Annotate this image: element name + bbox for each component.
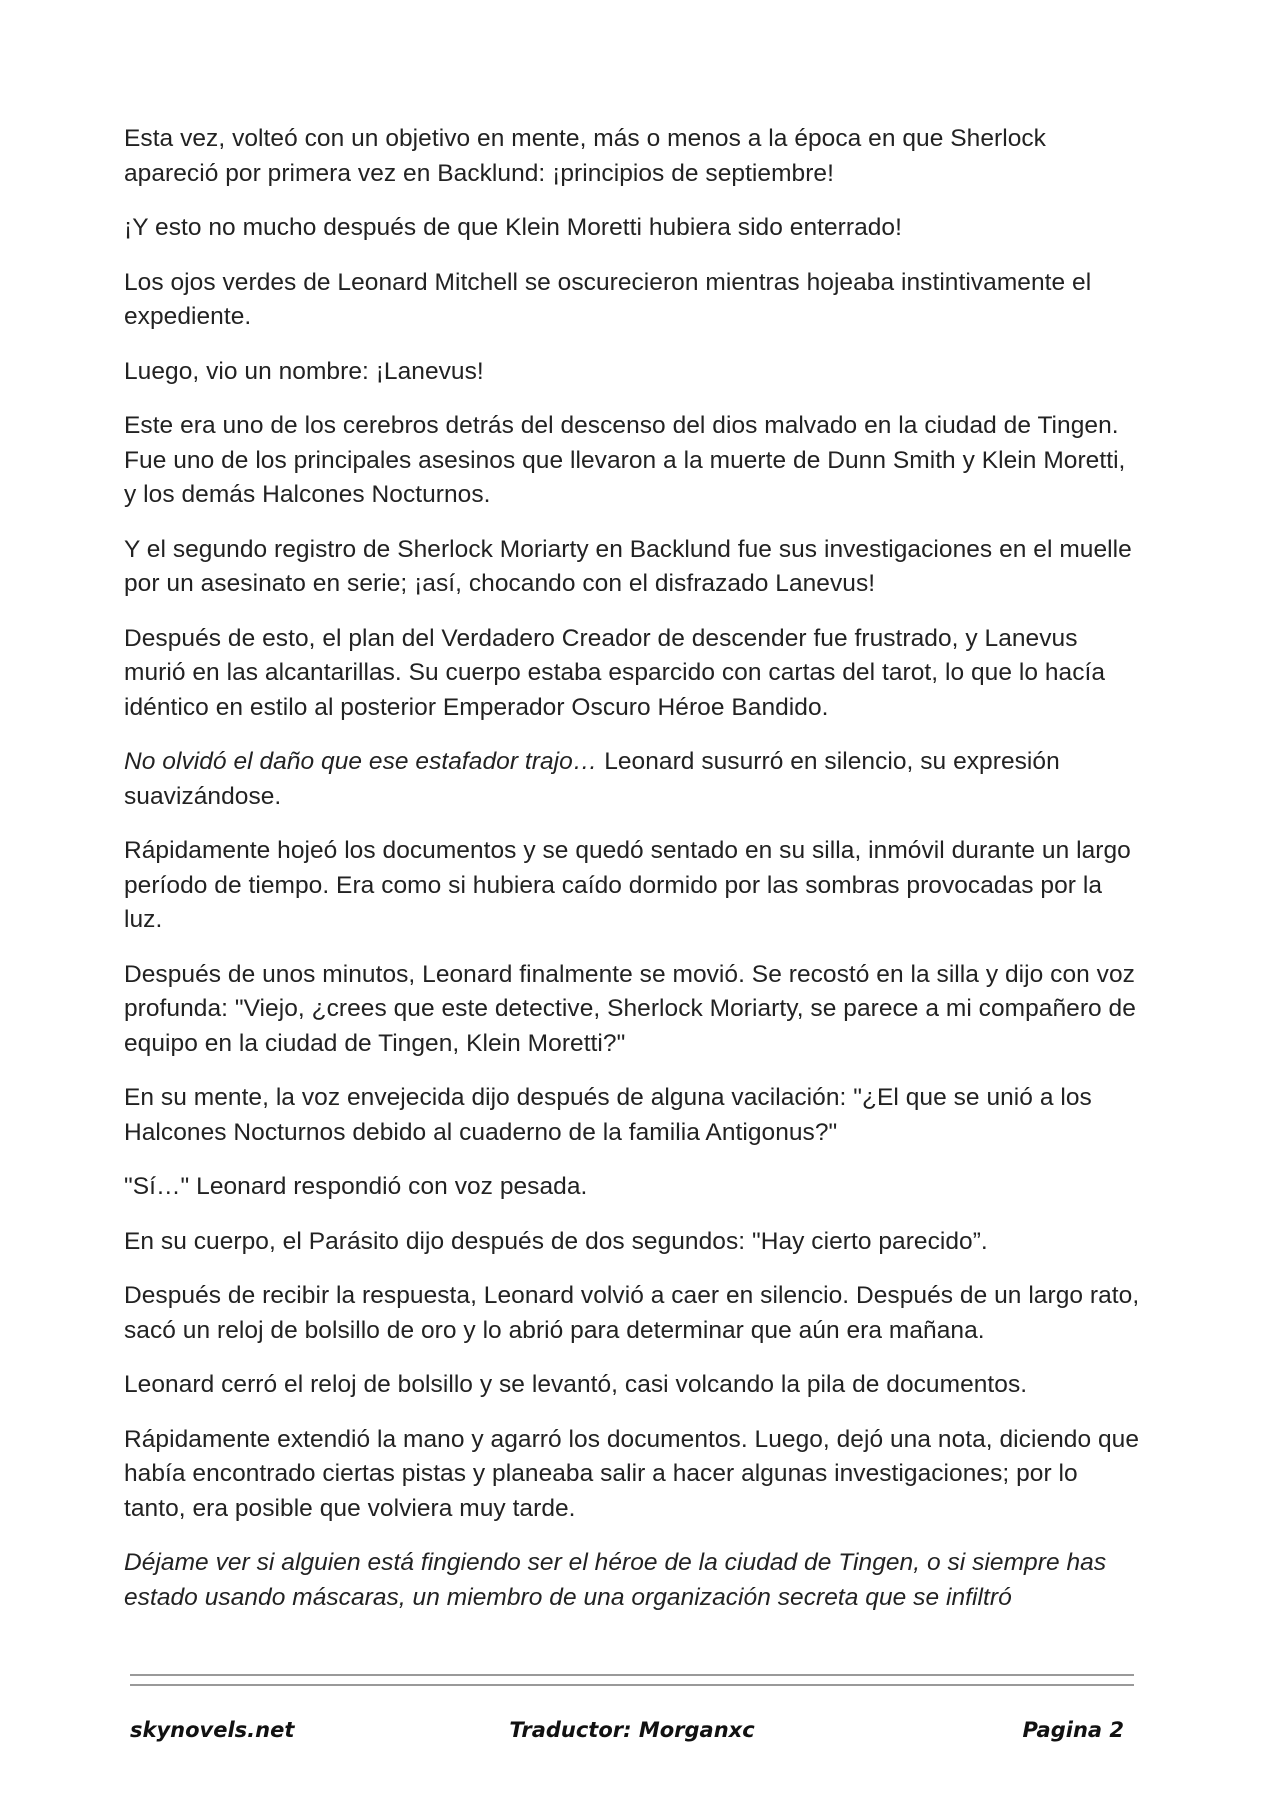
paragraph-17 <box>124 1546 1144 1615</box>
page-footer <box>130 1718 1134 1752</box>
paragraph-13: En su cuerpo, el Parásito dijo después de dos segundos: "Hay cierto parecido”. <box>124 1227 988 1255</box>
paragraph-7: Después de esto, el plan del Verdadero Creador de descender fue frustrado, y Lanevus murió en las alcantarillas. Su cuerpo estaba esparcido con cartas del tarot, lo que lo hacía idéntico en estilo al posterior Emperador Oscuro Héroe Bandido. <box>124 624 1106 721</box>
paragraph-14: Después de recibir la respuesta, Leonard volvió a caer en silencio. Después de un largo rato, sacó un reloj de bolsillo de oro y lo abrió para determinar que aún era mañana. <box>124 1282 1140 1344</box>
document-body <box>124 122 1144 1635</box>
footer-page-number: Pagina 2 <box>1022 1718 1124 1742</box>
footer-divider-top <box>130 1674 1134 1676</box>
footer-divider-bottom <box>130 1684 1134 1686</box>
paragraph-2: ¡Y esto no mucho después de que Klein Moretti hubiera sido enterrado! <box>124 214 902 241</box>
paragraph-4: Luego, vio un nombre: ¡Lanevus! <box>124 357 484 385</box>
footer-site: skynovels.net <box>130 1718 295 1742</box>
paragraph-1: Esta vez, volteó con un objetivo en mente, más o menos a la época en que Sherlock apareció por primera vez en Backlund: ¡principios de septiembre! <box>124 125 1046 187</box>
paragraph-6: Y el segundo registro de Sherlock Moriarty en Backlund fue sus investigaciones en el muelle por un asesinato en serie; ¡así, chocando con el disfrazado Lanevus! <box>124 535 1132 597</box>
paragraph-10: Después de unos minutos, Leonard finalmente se movió. Se recostó en la silla y dijo con voz profunda: "Viejo, ¿crees que este detective, Sherlock Moriarty, se parece a mi compañero de equipo en la ciudad de Tingen, Klein Moretti?" <box>124 960 1136 1057</box>
paragraph-8: No olvidó el daño que ese estafador trajo… Leonard susurró en silencio, su expresión suavizándose. <box>124 748 1060 810</box>
italic-thought: No olvidó el daño que ese estafador trajo… <box>124 748 598 775</box>
paragraph-5: Este era uno de los cerebros detrás del descenso del dios malvado en la ciudad de Tingen. Fue uno de los principales asesinos que llevaron a la muerte de Dunn Smith y Klein Moretti, y los demás Halcones Nocturnos. <box>124 412 1126 508</box>
footer-translator: Traductor: Morganxc <box>509 1718 755 1742</box>
paragraph-9: Rápidamente hojeó los documentos y se quedó sentado en su silla, inmóvil durante un largo período de tiempo. Era como si hubiera caído dormido por las sombras provocadas por la luz. <box>124 837 1131 933</box>
paragraph-11: En su mente, la voz envejecida dijo después de alguna vacilación: "¿El que se unió a los Halcones Nocturnos debido al cuaderno de la familia Antigonus?" <box>124 1084 1092 1146</box>
italic-thought: Déjame ver si alguien está fingiendo ser el héroe de la ciudad de Tingen, o si siempre has estado usando máscaras, un miembro de una organización secreta que se infiltró <box>124 1549 1107 1611</box>
paragraph-16: Rápidamente extendió la mano y agarró los documentos. Luego, dejó una nota, diciendo que había encontrado ciertas pistas y planeaba salir a hacer algunas investigaciones; por lo tanto, era posible que volviera muy tarde. <box>124 1425 1140 1522</box>
paragraph-12: "Sí…" Leonard respondió con voz pesada. <box>124 1173 588 1200</box>
paragraph-3: Los ojos verdes de Leonard Mitchell se oscurecieron mientras hojeaba instintivamente el expediente. <box>124 268 1092 330</box>
paragraph-15: Leonard cerró el reloj de bolsillo y se levantó, casi volcando la pila de documentos. <box>124 1371 1028 1398</box>
